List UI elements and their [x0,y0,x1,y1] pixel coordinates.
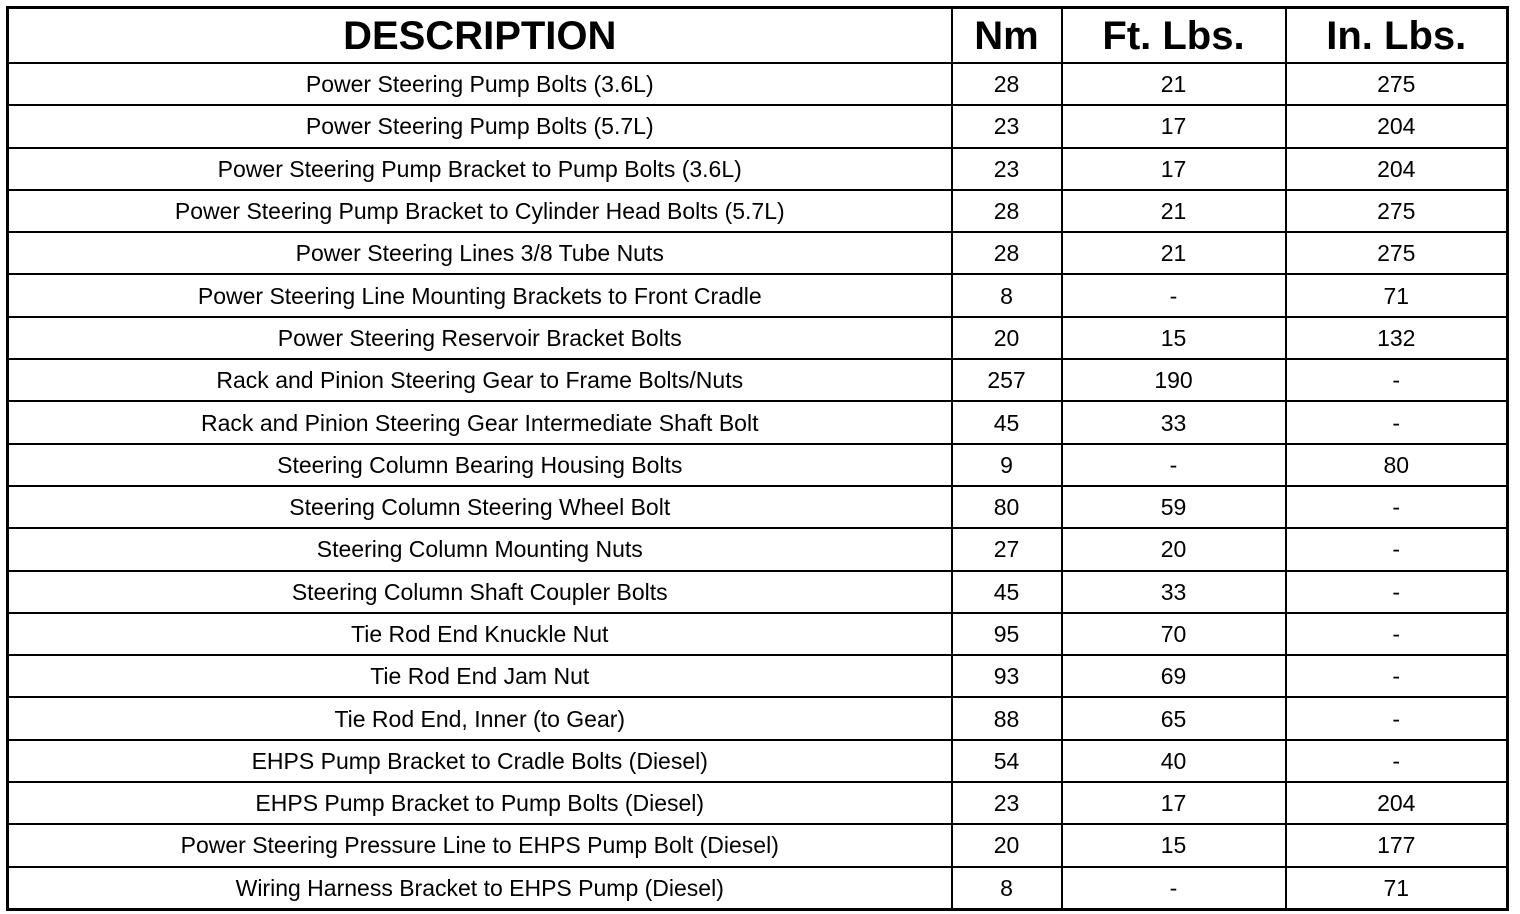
cell-in-lbs: 275 [1286,190,1508,232]
cell-nm: 45 [952,571,1062,613]
cell-nm: 45 [952,401,1062,443]
torque-spec-table [6,6,1509,911]
cell-description: Steering Column Mounting Nuts [8,528,952,570]
table-row [8,571,1508,613]
cell-ft-lbs: 190 [1062,359,1286,401]
cell-description: Tie Rod End Knuckle Nut [8,613,952,655]
cell-in-lbs: - [1286,486,1508,528]
cell-nm: 20 [952,824,1062,866]
cell-description: Power Steering Pump Bolts (5.7L) [8,105,952,147]
header-in-lbs: In. Lbs. [1286,8,1508,64]
cell-ft-lbs: - [1062,274,1286,316]
cell-nm: 28 [952,232,1062,274]
cell-nm: 95 [952,613,1062,655]
cell-ft-lbs: 21 [1062,232,1286,274]
cell-description: Power Steering Line Mounting Brackets to Front Cradle [8,274,952,316]
cell-ft-lbs: - [1062,867,1286,910]
cell-ft-lbs: 33 [1062,401,1286,443]
cell-in-lbs: - [1286,697,1508,739]
cell-description: Tie Rod End Jam Nut [8,655,952,697]
table-row [8,528,1508,570]
table-row [8,359,1508,401]
cell-in-lbs: - [1286,613,1508,655]
cell-nm: 88 [952,697,1062,739]
cell-ft-lbs: 17 [1062,148,1286,190]
cell-in-lbs: 71 [1286,867,1508,910]
cell-nm: 93 [952,655,1062,697]
cell-in-lbs: 275 [1286,232,1508,274]
cell-description: Power Steering Lines 3/8 Tube Nuts [8,232,952,274]
cell-ft-lbs: 21 [1062,190,1286,232]
table-row [8,63,1508,105]
cell-nm: 257 [952,359,1062,401]
cell-nm: 28 [952,63,1062,105]
cell-ft-lbs: 59 [1062,486,1286,528]
cell-description: Power Steering Pump Bolts (3.6L) [8,63,952,105]
cell-description: EHPS Pump Bracket to Pump Bolts (Diesel) [8,782,952,824]
cell-description: EHPS Pump Bracket to Cradle Bolts (Diesel) [8,740,952,782]
cell-description: Power Steering Pressure Line to EHPS Pump Bolt (Diesel) [8,824,952,866]
table-row [8,697,1508,739]
cell-ft-lbs: 40 [1062,740,1286,782]
cell-ft-lbs: 17 [1062,105,1286,147]
cell-in-lbs: 275 [1286,63,1508,105]
cell-ft-lbs: 15 [1062,824,1286,866]
cell-nm: 8 [952,274,1062,316]
table-row [8,317,1508,359]
cell-in-lbs: 204 [1286,782,1508,824]
table-row [8,655,1508,697]
cell-in-lbs: 132 [1286,317,1508,359]
table-row [8,867,1508,910]
cell-ft-lbs: 33 [1062,571,1286,613]
table-row [8,782,1508,824]
cell-in-lbs: 80 [1286,444,1508,486]
cell-in-lbs: 204 [1286,148,1508,190]
cell-ft-lbs: 20 [1062,528,1286,570]
cell-description: Steering Column Steering Wheel Bolt [8,486,952,528]
table-row [8,824,1508,866]
cell-description: Rack and Pinion Steering Gear Intermediate Shaft Bolt [8,401,952,443]
table-row [8,105,1508,147]
cell-ft-lbs: - [1062,444,1286,486]
table-row [8,401,1508,443]
header-row [8,8,1508,64]
table-row [8,274,1508,316]
cell-nm: 80 [952,486,1062,528]
cell-description: Tie Rod End, Inner (to Gear) [8,697,952,739]
cell-ft-lbs: 15 [1062,317,1286,359]
cell-in-lbs: 71 [1286,274,1508,316]
cell-nm: 23 [952,105,1062,147]
cell-description: Power Steering Pump Bracket to Cylinder Head Bolts (5.7L) [8,190,952,232]
cell-in-lbs: - [1286,401,1508,443]
header-ft-lbs: Ft. Lbs. [1062,8,1286,64]
table-row [8,486,1508,528]
cell-description: Steering Column Shaft Coupler Bolts [8,571,952,613]
table-row [8,232,1508,274]
cell-in-lbs: 177 [1286,824,1508,866]
cell-nm: 23 [952,148,1062,190]
cell-ft-lbs: 21 [1062,63,1286,105]
cell-in-lbs: 204 [1286,105,1508,147]
cell-description: Rack and Pinion Steering Gear to Frame Bolts/Nuts [8,359,952,401]
cell-nm: 54 [952,740,1062,782]
cell-description: Steering Column Bearing Housing Bolts [8,444,952,486]
cell-description: Power Steering Pump Bracket to Pump Bolts (3.6L) [8,148,952,190]
cell-ft-lbs: 17 [1062,782,1286,824]
cell-nm: 8 [952,867,1062,910]
cell-ft-lbs: 69 [1062,655,1286,697]
table-row [8,740,1508,782]
cell-nm: 9 [952,444,1062,486]
cell-ft-lbs: 70 [1062,613,1286,655]
cell-in-lbs: - [1286,571,1508,613]
table-row [8,444,1508,486]
table-row [8,148,1508,190]
table-row [8,190,1508,232]
cell-in-lbs: - [1286,359,1508,401]
header-description: DESCRIPTION [8,8,952,64]
cell-in-lbs: - [1286,740,1508,782]
cell-nm: 27 [952,528,1062,570]
cell-description: Wiring Harness Bracket to EHPS Pump (Diesel) [8,867,952,910]
cell-ft-lbs: 65 [1062,697,1286,739]
cell-in-lbs: - [1286,655,1508,697]
cell-nm: 23 [952,782,1062,824]
cell-description: Power Steering Reservoir Bracket Bolts [8,317,952,359]
cell-nm: 28 [952,190,1062,232]
header-nm: Nm [952,8,1062,64]
cell-in-lbs: - [1286,528,1508,570]
table-row [8,613,1508,655]
cell-nm: 20 [952,317,1062,359]
